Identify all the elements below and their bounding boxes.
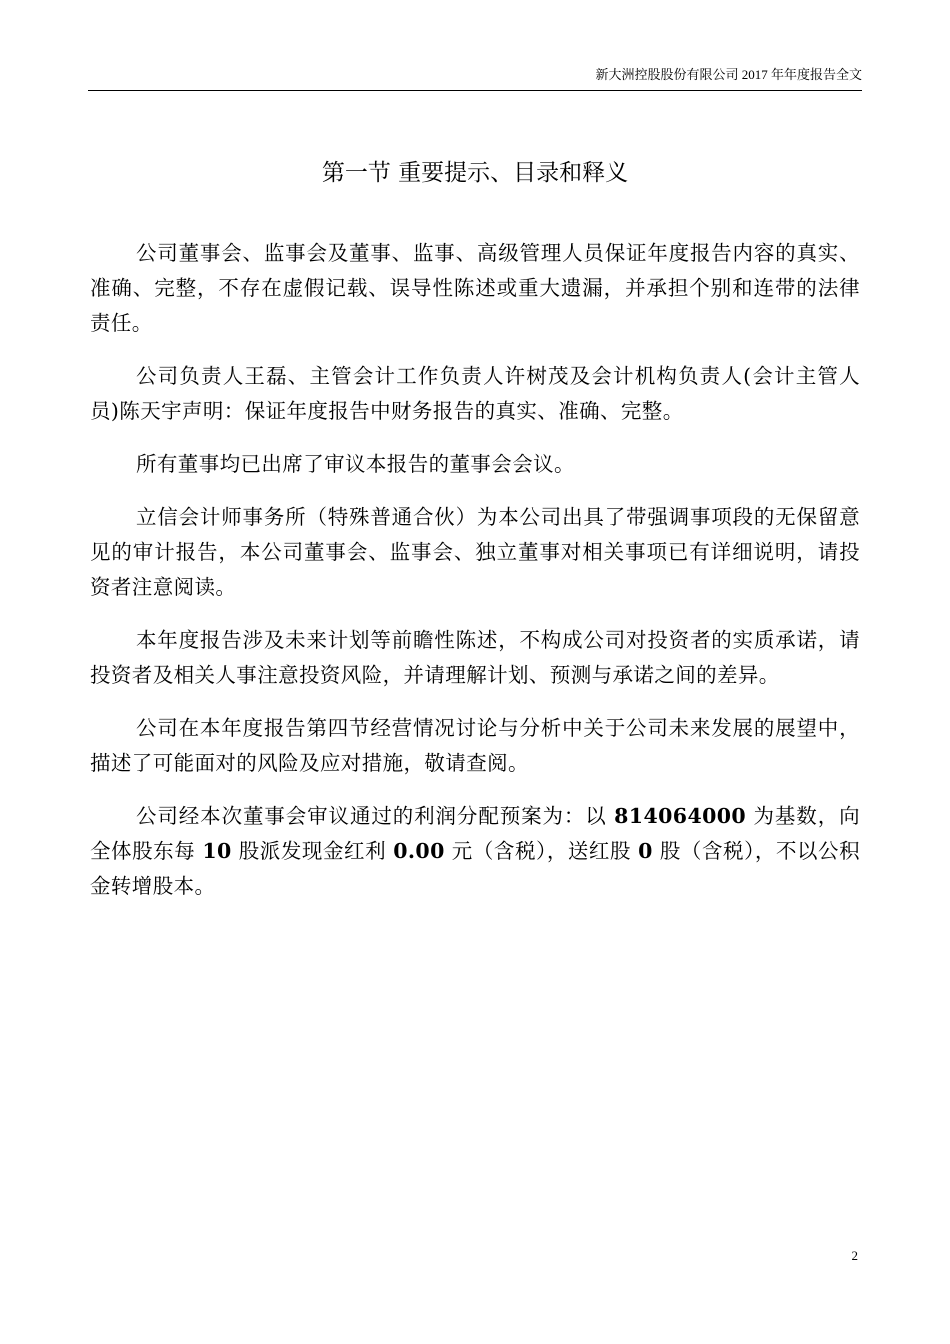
dividend-text-3: 股派发现金红利	[231, 839, 394, 863]
dividend-bonus: 0	[638, 839, 653, 863]
paragraph-financial-statement: 公司负责人王磊、主管会计工作负责人许树茂及会计机构负责人(会计主管人员)陈天宇声明：保证年度报告中财务报告的真实、准确、完整。	[90, 364, 860, 423]
paragraph-risks: 公司在本年度报告第四节经营情况讨论与分析中关于公司未来发展的展望中，描述了可能面对的风险及应对措施，敬请查阅。	[90, 716, 860, 775]
dividend-base-shares: 814064000	[614, 804, 747, 828]
paragraph-audit-opinion: 立信会计师事务所（特殊普通合伙）为本公司出具了带强调事项段的无保留意见的审计报告，本公司董事会、监事会、独立董事对相关事项已有详细说明，请投资者注意阅读。	[90, 505, 860, 599]
dividend-text-2: 为基数，向全体股东每	[90, 804, 861, 863]
page-header	[88, 64, 862, 91]
paragraph-responsibility: 公司董事会、监事会及董事、监事、高级管理人员保证年度报告内容的真实、准确、完整，不存在虚假记载、误导性陈述或重大遗漏，并承担个别和连带的法律责任。	[90, 241, 860, 335]
page-number: 2	[851, 1248, 858, 1263]
dividend-text-1: 公司经本次董事会审议通过的利润分配预案为：以	[136, 804, 615, 828]
dividend-cash: 0.00	[393, 839, 445, 863]
body-text	[90, 236, 860, 922]
section-title: 第一节 重要提示、目录和释义	[321, 160, 629, 186]
dividend-text-4: 元（含税），送红股	[444, 839, 639, 863]
dividend-per-shares: 10	[202, 839, 232, 863]
paragraph-attendance: 所有董事均已出席了审议本报告的董事会会议。	[136, 452, 575, 476]
dividend-text-5: 股（含税），不以公积金转增股本。	[90, 839, 861, 898]
header-text: 新大洲控股股份有限公司 2017 年年度报告全文	[595, 67, 862, 82]
paragraph-forward-looking: 本年度报告涉及未来计划等前瞻性陈述，不构成公司对投资者的实质承诺，请投资者及相关人事注意投资风险，并请理解计划、预测与承诺之间的差异。	[90, 628, 860, 687]
paragraph-dividend	[90, 799, 860, 904]
